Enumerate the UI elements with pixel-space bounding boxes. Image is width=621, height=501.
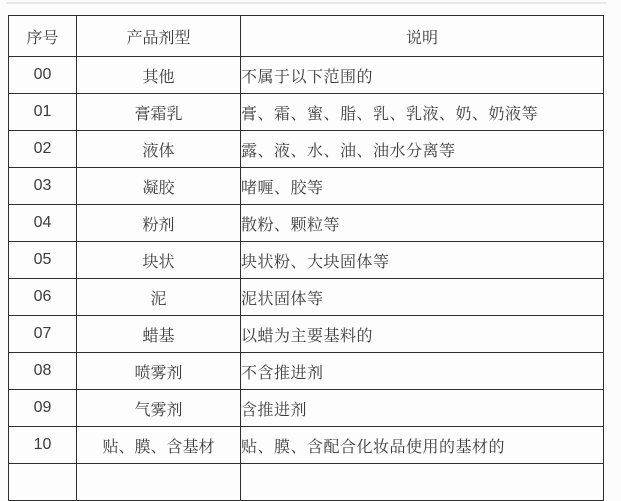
cell-type: 气雾剂 xyxy=(77,390,241,427)
cell-desc: 以蜡为主要基料的 xyxy=(241,316,604,353)
cell-type: 喷雾剂 xyxy=(77,353,241,390)
cell-desc: 露、液、水、油、油水分离等 xyxy=(241,131,604,168)
cell-code: 04 xyxy=(9,205,77,242)
cell-desc: 块状粉、大块固体等 xyxy=(241,242,604,279)
table-body xyxy=(9,57,604,464)
cell-desc: 啫喱、胶等 xyxy=(241,168,604,205)
table-row xyxy=(9,205,604,242)
table-header xyxy=(9,16,604,57)
product-form-table xyxy=(8,15,604,501)
cell-type: 凝胶 xyxy=(77,168,241,205)
cell-desc: 散粉、颗粒等 xyxy=(241,205,604,242)
column-header-code: 序号 xyxy=(9,16,77,57)
cell-type: 液体 xyxy=(77,131,241,168)
cell-desc: 不含推进剂 xyxy=(241,353,604,390)
header-row xyxy=(9,16,604,57)
cell-desc: 含推进剂 xyxy=(241,390,604,427)
cell-type: 蜡基 xyxy=(77,316,241,353)
cell-code: 05 xyxy=(9,242,77,279)
cell-type: 粉剂 xyxy=(77,205,241,242)
cell-desc: 不属于以下范围的 xyxy=(241,57,604,94)
cell-type: 块状 xyxy=(77,242,241,279)
table-row xyxy=(9,427,604,464)
table-row xyxy=(9,94,604,131)
cell-type: 膏霜乳 xyxy=(77,94,241,131)
column-header-desc: 说明 xyxy=(241,16,604,57)
column-header-type: 产品剂型 xyxy=(77,16,241,57)
cell-code: 08 xyxy=(9,353,77,390)
cell-code: 01 xyxy=(9,94,77,131)
top-edge-artifact xyxy=(6,2,606,4)
table-row xyxy=(9,168,604,205)
cutoff-cell xyxy=(9,464,77,501)
table-row xyxy=(9,316,604,353)
cell-type: 其他 xyxy=(77,57,241,94)
cell-code: 00 xyxy=(9,57,77,94)
cell-desc: 贴、膜、含配合化妆品使用的基材的 xyxy=(241,427,604,464)
table-row xyxy=(9,279,604,316)
table-row xyxy=(9,131,604,168)
cell-code: 02 xyxy=(9,131,77,168)
cell-desc: 泥状固体等 xyxy=(241,279,604,316)
cell-type: 贴、膜、含基材 xyxy=(77,427,241,464)
cell-code: 10 xyxy=(9,427,77,464)
table-row xyxy=(9,390,604,427)
cutoff-row xyxy=(9,464,604,501)
cell-type: 泥 xyxy=(77,279,241,316)
table-row xyxy=(9,57,604,94)
cutoff-cell xyxy=(241,464,604,501)
cutoff-cell xyxy=(77,464,241,501)
cell-code: 03 xyxy=(9,168,77,205)
cell-code: 09 xyxy=(9,390,77,427)
cell-code: 06 xyxy=(9,279,77,316)
cell-code: 07 xyxy=(9,316,77,353)
table-cutoff-row-group xyxy=(9,464,604,501)
table-row xyxy=(9,242,604,279)
cell-desc: 膏、霜、蜜、脂、乳、乳液、奶、奶液等 xyxy=(241,94,604,131)
table-row xyxy=(9,353,604,390)
